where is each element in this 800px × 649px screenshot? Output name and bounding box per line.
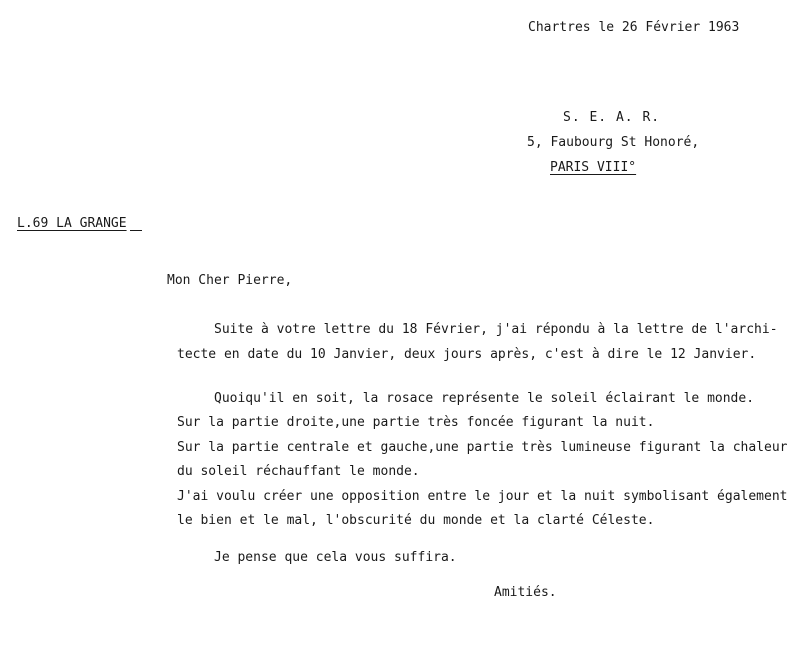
paragraph2-line: Sur la partie droite,une partie très foncée figurant la nuit.	[177, 415, 655, 430]
closing-sentence: Je pense que cela vous suffira.	[214, 550, 457, 565]
signoff: Amitiés.	[494, 585, 557, 600]
recipient-name: S. E. A. R.	[563, 110, 661, 125]
paragraph1-line: tecte en date du 10 Janvier, deux jours après, c'est à dire le 12 Janvier.	[177, 347, 757, 362]
salutation: Mon Cher Pierre,	[167, 273, 293, 288]
recipient-street: 5, Faubourg St Honoré,	[527, 135, 700, 150]
paragraph2-line: Quoiqu'il en soit, la rosace représente le soleil éclairant le monde.	[214, 391, 755, 406]
date-line: Chartres le 26 Février 1963	[528, 20, 740, 35]
paragraph2-line: le bien et le mal, l'obscurité du monde et la clarté Céleste.	[177, 513, 655, 528]
recipient-city: PARIS VIII°	[550, 160, 637, 175]
paragraph1-line: Suite à votre lettre du 18 Février, j'ai répondu à la lettre de l'archi-	[214, 322, 778, 337]
reference-line: L.69 LA GRANGE	[17, 216, 127, 231]
paragraph2-line: J'ai voulu créer une opposition entre le jour et la nuit symbolisant également	[177, 489, 788, 504]
reference-underline	[130, 230, 142, 231]
paragraph2-line: du soleil réchauffant le monde.	[177, 464, 420, 479]
paragraph2-line: Sur la partie centrale et gauche,une partie très lumineuse figurant la chaleur	[177, 440, 788, 455]
